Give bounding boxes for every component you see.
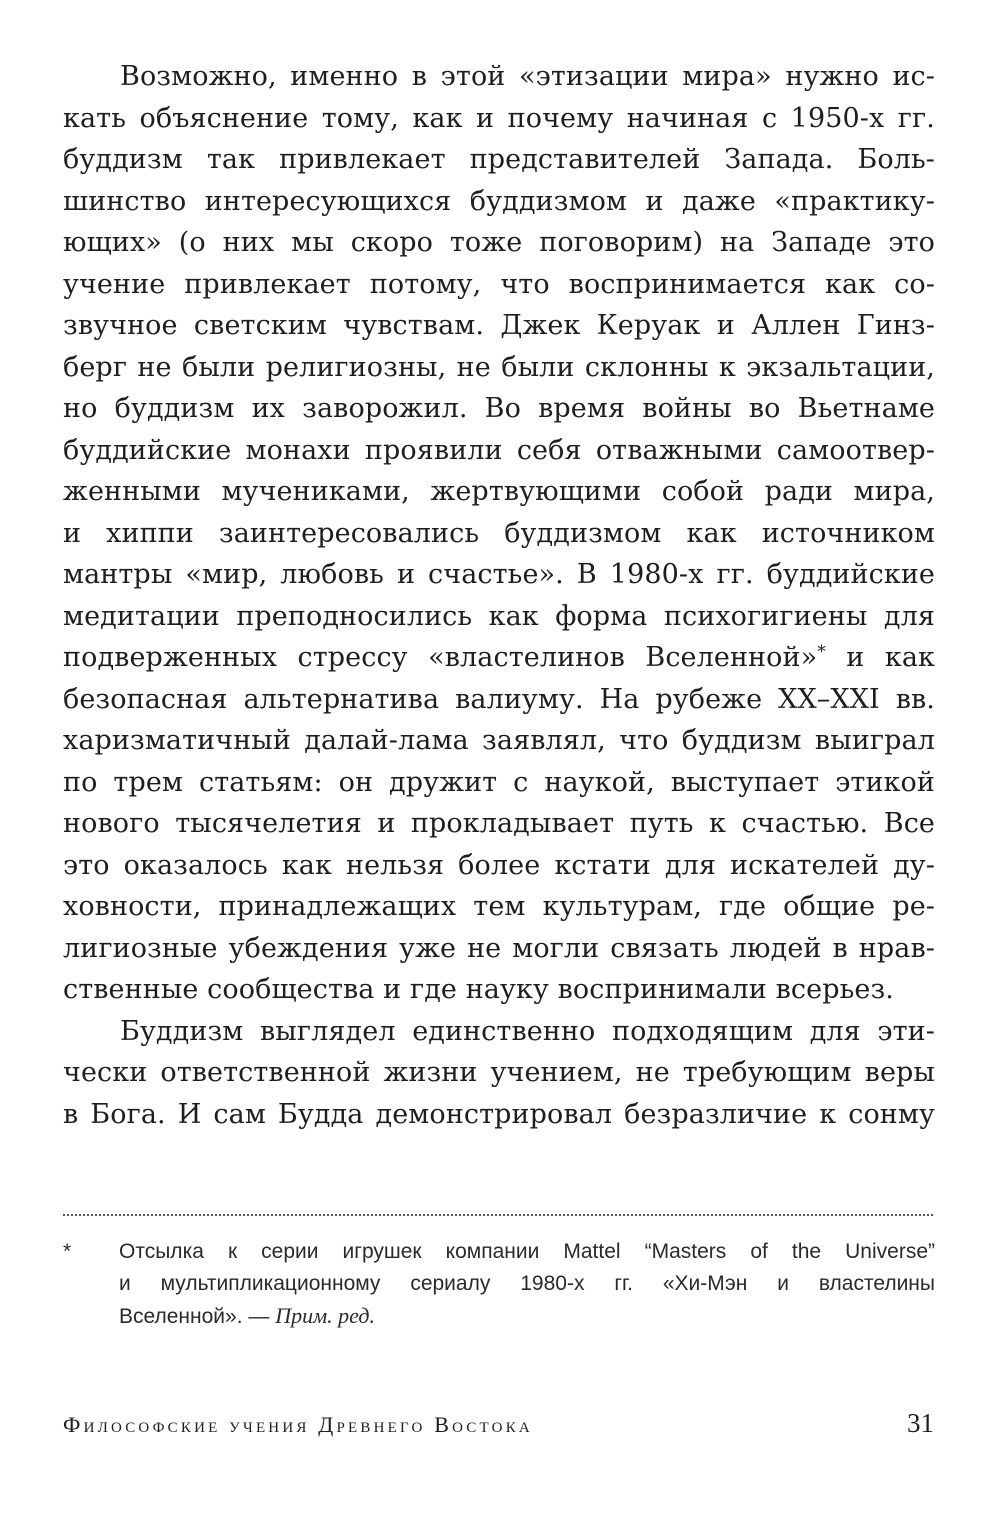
body-line: Возможно, именно в этой «этизации мира» нужно ис- [120, 61, 935, 92]
body-line: буддийские монахи проявили себя отважными самоотвер- [63, 434, 935, 466]
body-line: медитации преподносились как форма психогигиены для [63, 600, 935, 632]
body-line: мантры «мир, любовь и счастье». В 1980-х гг. буддийские [63, 559, 935, 590]
body-line: это оказалось как нельзя более кстати для искателей ду- [63, 849, 935, 881]
body-line: ющих» (о них мы скоро тоже поговорим) на Западе это [63, 227, 935, 258]
body-line-with-footnote-ref [63, 637, 935, 679]
body-line: ственные сообщества и где науку воспринимали всерьез. [63, 974, 894, 1005]
editor-note-label: Прим. ред. [275, 1303, 375, 1328]
footnote-text [119, 1236, 935, 1332]
running-title: Философские учения Древнего Востока [63, 1412, 533, 1437]
body-line: кать объяснение тому, как и почему начиная с 1950-х гг. [63, 102, 935, 134]
page-number: 31 [907, 1408, 934, 1438]
footnote-reference: * [817, 642, 826, 662]
body-line: чески ответственной жизни учением, не требующим веры [63, 1057, 935, 1088]
body-line: лигиозные убеждения уже не могли связать людей в нрав- [63, 932, 935, 964]
body-line: буддизм так привлекает представителей Запада. Боль- [63, 144, 935, 175]
body-line: учение привлекает потому, что воспринимается как со- [63, 268, 935, 300]
body-line: нового тысячелетия и прокладывает путь к счастью. Все [63, 808, 935, 839]
footnote-line: и мультипликационному сериалу 1980-х гг. «Хи-Мэн и властелины [119, 1272, 935, 1295]
body-line: но буддизм их заворожил. Во время войны во Вьетнаме [63, 393, 935, 424]
footnote-line-last [119, 1300, 935, 1332]
body-line-text: подверженных стрессу «властелинов Вселенной» [63, 642, 818, 673]
footnote-divider [63, 1214, 933, 1216]
body-text [63, 56, 935, 1135]
body-line: ховности, принадлежащих тем культурам, где общие ре- [63, 891, 935, 922]
body-line: по трем статьям: он дружит с наукой, выступает этикой [63, 766, 935, 798]
footnote-line-text: Вселенной». — [119, 1305, 276, 1328]
body-line: и хиппи заинтересовались буддизмом как источником [63, 517, 935, 549]
footnote-line: Отсылка к серии игрушек компании Mattel “Masters of the Universe” [119, 1240, 935, 1263]
body-line: шинство интересующихся буддизмом и даже «практику- [63, 185, 935, 217]
body-line: харизматичный далай-лама заявлял, что буддизм выиграл [63, 725, 935, 756]
body-line: безопасная альтернатива валиуму. На рубеже XX–XXI вв. [63, 683, 935, 715]
body-line-tail: и как [825, 642, 936, 673]
footnote-marker: * [63, 1240, 72, 1263]
body-line: женными мучениками, жертвующими собой ради мира, [63, 476, 935, 507]
body-line: Буддизм выглядел единственно подходящим для эти- [120, 1015, 935, 1047]
body-line: звучное светским чувствам. Джек Керуак и Аллен Гинз- [63, 310, 935, 341]
body-line: берг не были религиозны, не были склонны к экзальтации, [63, 351, 935, 383]
body-line: в Бога. И сам Будда демонстрировал безразличие к сонму [63, 1098, 935, 1130]
